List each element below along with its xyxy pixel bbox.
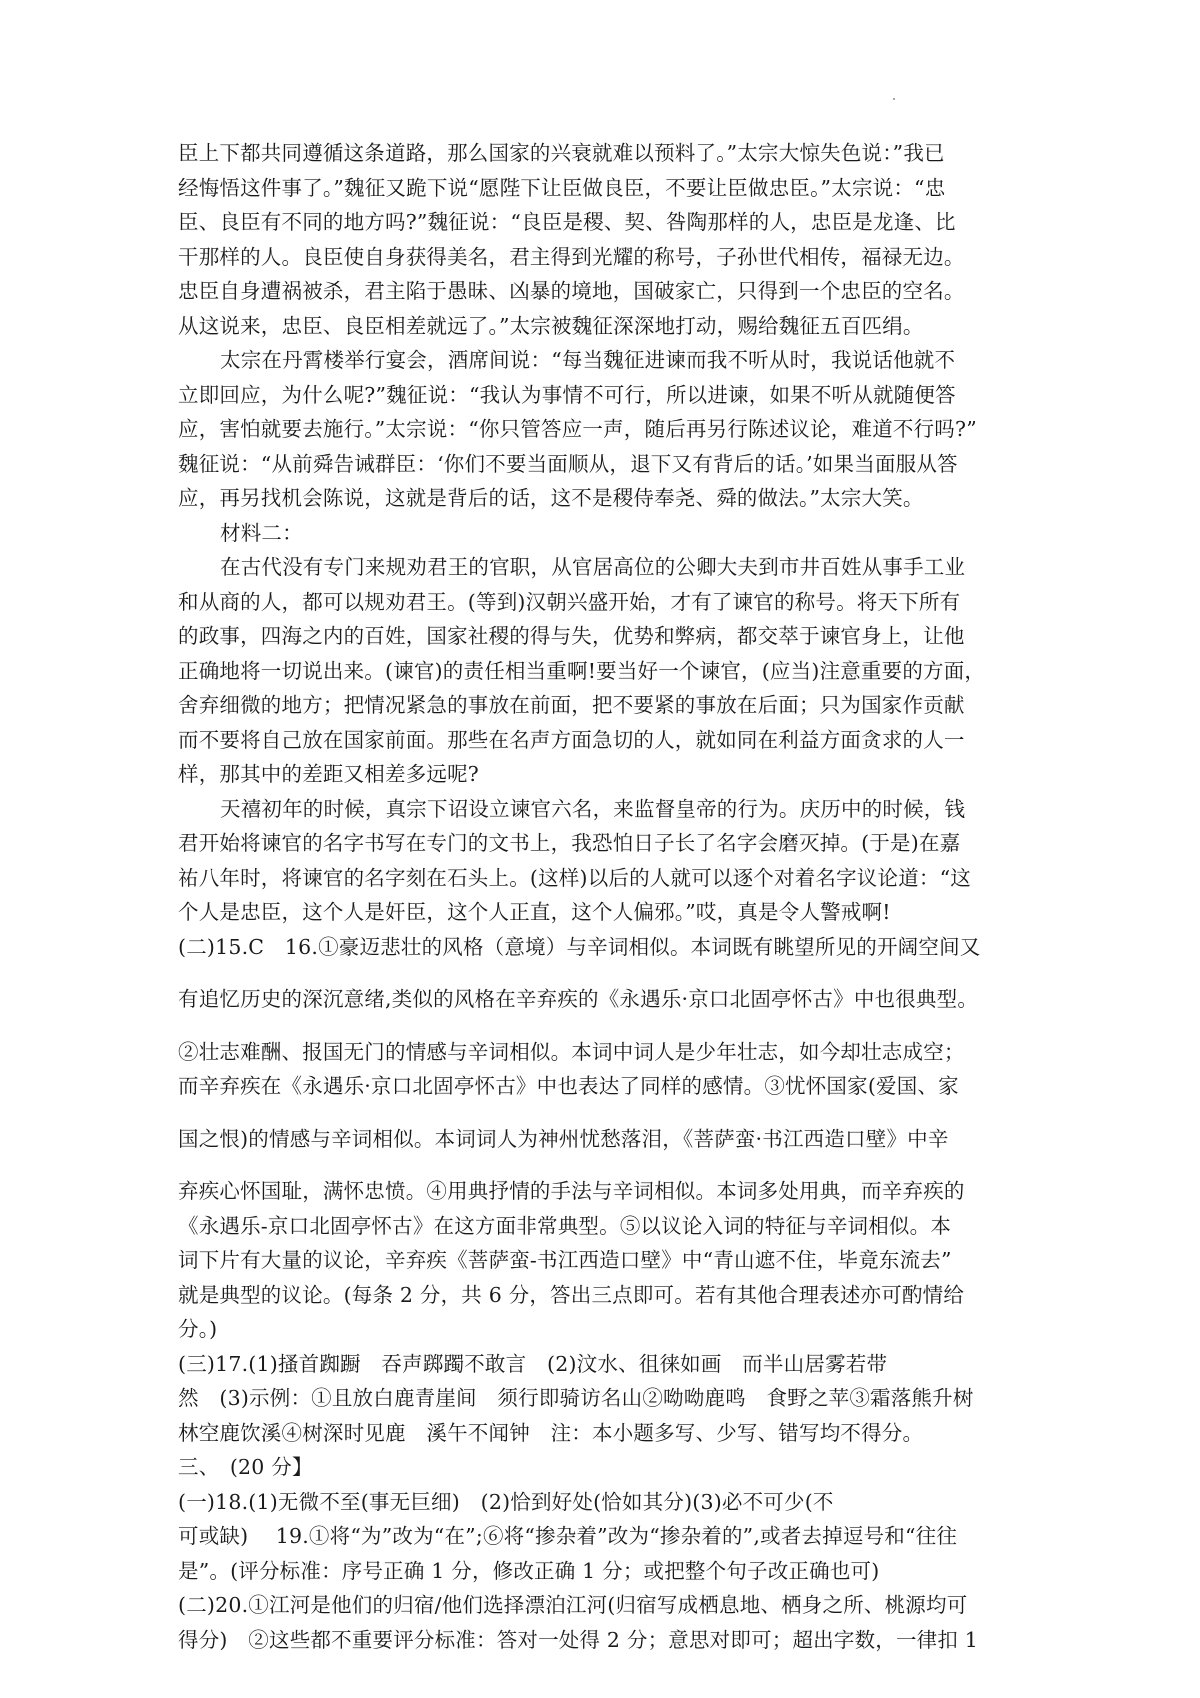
text-line: 干那样的人。良臣使自身获得美名，君主得到光耀的称号，子孙世代相传，福禄无边。 xyxy=(178,244,965,269)
text-line: 样，那其中的差距又相差多远呢? xyxy=(178,762,479,786)
text-line: 经悔悟这件事了。”魏征又跪下说“愿陛下让臣做良臣，不要让臣做忠臣。”太宗说：“忠 xyxy=(178,175,946,200)
text-line: 国之恨)的情感与辛词相似。本词词人为神州忧愁落泪，《菩萨蛮·书江西造口壁》中辛 xyxy=(178,1126,949,1151)
text-line: 的政事，四海之内的百姓，国家社稷的得与失，优势和弊病，都交萃于谏官身上，让他 xyxy=(178,624,965,648)
text-line: 得分) ②这些都不重要评分标准：答对一处得 2 分；意思对即可；超出字数，一律扣 1 xyxy=(178,1627,979,1652)
text-line: 忠臣自身遭祸被杀，君主陷于愚昧、凶暴的境地，国破家亡，只得到一个忠臣的空名。 xyxy=(178,279,965,303)
text-line: (二)20.①江河是他们的归宿/他们选择漂泊江河(归宿写成栖息地、栖身之所、桃源均可 xyxy=(178,1593,968,1617)
text-line: (二)15.C 16.①豪迈悲壮的风格（意境）与辛词相似。本词既有眺望所见的开阔空间又 xyxy=(178,934,981,959)
text-line: 魏征说：“从前舜告诫群臣：‘你们不要当面顺从，退下又有背后的话。’如果当面服从答 xyxy=(178,451,958,476)
text-line: 臣上下都共同遵循这条道路，那么国家的兴衰就难以预料了。”太宗大惊失色说：”我已 xyxy=(178,141,945,165)
text-line: 林空鹿饮溪④树深时见鹿 溪午不闻钟 注：本小题多写、少写、错写均不得分。 xyxy=(178,1420,924,1445)
text-line: 祐八年时，将谏官的名字刻在石头上。(这样)以后的人就可以逐个对着名字议论道：“这 xyxy=(178,865,971,890)
text-line: 正确地将一切说出来。(谏官)的责任相当重啊!要当好一个谏官，(应当)注意重要的方面， xyxy=(178,658,986,683)
text-line: 分。) xyxy=(178,1317,218,1341)
text-line: 个人是忠臣，这个人是奸臣，这个人正直，这个人偏邪。”哎，真是令人警戒啊! xyxy=(178,900,891,924)
text-line: ②壮志难酬、报国无门的情感与辛词相似。本词中词人是少年壮志，如今却壮志成空； xyxy=(178,1039,965,1064)
text-line: 君开始将谏官的名字书写在专门的文书上，我恐怕日子长了名字会磨灭掉。(于是)在嘉 xyxy=(178,831,961,855)
text-line: 《永遇乐-京口北固亭怀古》在这方面非常典型。⑤以议论入词的特征与辛词相似。本 xyxy=(178,1213,952,1238)
text-line: 舍弃细微的地方；把情况紧急的事放在前面，把不要紧的事放在后面；只为国家作贡献 xyxy=(178,693,965,717)
text-line: 而不要将自己放在国家前面。那些在名声方面急切的人，就如同在利益方面贪求的人一 xyxy=(178,727,965,752)
document-body xyxy=(178,136,1028,1657)
text-line: 从这说来，忠臣、良臣相差就远了。”太宗被魏征深深地打动，赐给魏征五百匹绢。 xyxy=(178,313,924,338)
text-line: 有追忆历史的深沉意绪,类似的风格在辛弃疾的《永遇乐·京口北固亭怀古》中也很典型。 xyxy=(178,987,979,1011)
text-line: 弃疾心怀国耻，满怀忠愤。④用典抒情的手法与辛词相似。本词多处用典，而辛弃疾的 xyxy=(178,1179,965,1203)
text-line: 可或缺) 19.①将“为”改为“在”;⑥将“掺杂着”改为“掺杂着的”,或者去掉逗号和“往往 xyxy=(178,1524,958,1548)
text-line: 太宗在丹霄楼举行宴会，酒席间说：“每当魏征进谏而我不听从时，我说话他就不 xyxy=(220,348,956,372)
scan-speck xyxy=(893,98,895,100)
text-line: 三、 (20 分】 xyxy=(178,1455,313,1479)
text-line: 应，再另找机会陈说，这就是背后的话，这不是稷侍奉尧、舜的做法。”太宗大笑。 xyxy=(178,486,924,510)
text-line: 和从商的人，都可以规劝君王。(等到)汉朝兴盛开始，才有了谏官的称号。将天下所有 xyxy=(178,589,961,614)
text-line: 在古代没有专门来规劝君王的官职，从官居高位的公卿大夫到市井百姓从事手工业 xyxy=(220,555,966,579)
text-line: 而辛弃疾在《永遇乐·京口北固亭怀古》中也表达了同样的感情。③忧怀国家(爱国、家 xyxy=(178,1074,959,1098)
text-line: 天禧初年的时候，真宗下诏设立谏官六名，来监督皇帝的行为。庆历中的时候，钱 xyxy=(220,796,966,821)
text-line: 就是典型的议论。(每条 2 分，共 6 分，答出三点即可。若有其他合理表述亦可酌情给 xyxy=(178,1282,965,1307)
text-line: 然 (3)示例：①且放白鹿青崖间 须行即骑访名山②呦呦鹿鸣 食野之苹③霜落熊升树 xyxy=(178,1386,974,1410)
text-line: 是”。(评分标准：序号正确 1 分，修改正确 1 分；或把整个句子改正确也可) xyxy=(178,1558,880,1583)
text-line: (三)17.(1)搔首踟蹰 吞声踯躅不敢言 (2)汶水、徂徕如画 而半山居雾若带 xyxy=(178,1351,888,1376)
text-line: 词下片有大量的议论，辛弃疾《菩萨蛮-书江西造口壁》中“青山遮不住，毕竟东流去” xyxy=(178,1248,952,1272)
text-line: 臣、良臣有不同的地方吗?”魏征说：“良臣是稷、契、咎陶那样的人，忠臣是龙逢、比 xyxy=(178,210,956,234)
text-line: 材料二： xyxy=(220,520,303,545)
text-line: 立即回应，为什么呢?”魏征说：“我认为事情不可行，所以进谏，如果不听从就随便答 xyxy=(178,382,956,407)
text-line: (一)18.(1)无微不至(事无巨细) (2)恰到好处(恰如其分)(3)必不可少(不 xyxy=(178,1489,834,1514)
text-line: 应，害怕就要去施行。”太宗说：“你只管答应一声，随后再另行陈述议论，难道不行吗?” xyxy=(178,417,977,441)
